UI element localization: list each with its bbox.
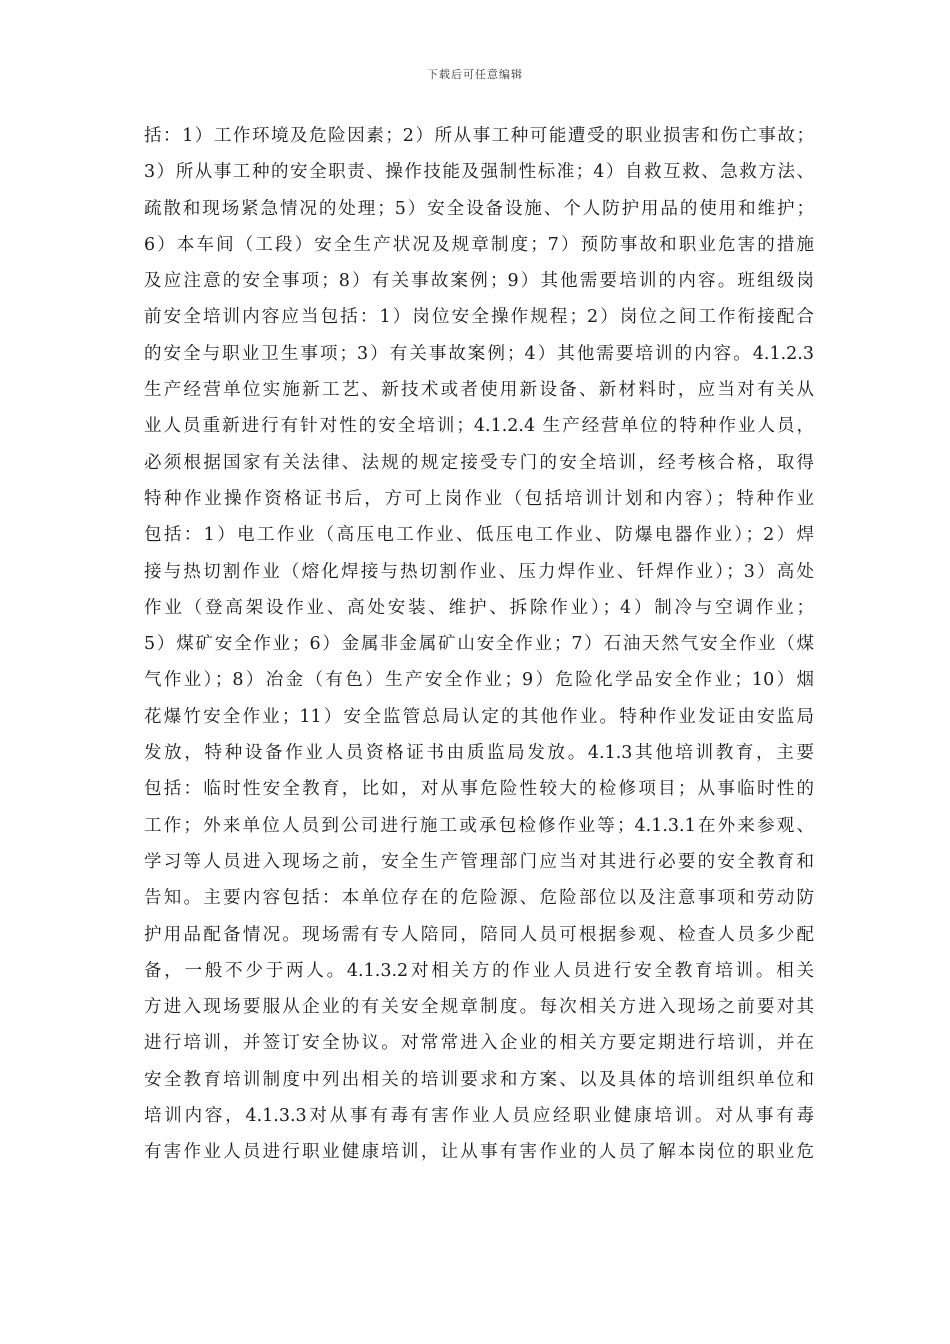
text-line: 3）所从事工种的安全职责、操作技能及强制性标准；4）自救互救、急救方法、	[144, 162, 814, 183]
text-line: 培训内容，4.1.3.3对从事有毒有害作业人员应经职业健康培训。对从事有毒	[144, 1106, 814, 1127]
text-line: 学习等人员进入现场之前，安全生产管理部门应当对其进行必要的安全教育和	[144, 851, 814, 872]
text-line: 花爆竹安全作业；11）安全监管总局认定的其他作业。特种作业发证由安监局	[144, 706, 814, 727]
text-line: 生产经营单位实施新工艺、新技术或者使用新设备、新材料时，应当对有关从	[144, 380, 814, 401]
text-line: 有害作业人员进行职业健康培训，让从事有害作业的人员了解本岗位的职业危	[144, 1142, 814, 1163]
text-line: 疏散和现场紧急情况的处理；5）安全设备设施、个人防护用品的使用和维护；	[144, 198, 814, 219]
text-line: 告知。主要内容包括：本单位存在的危险源、危险部位以及注意事项和劳动防	[144, 888, 814, 909]
text-line: 5）煤矿安全作业；6）金属非金属矿山安全作业；7）石油天然气安全作业（煤	[144, 634, 814, 655]
text-line: 包括：1）电工作业（高压电工作业、低压电工作业、防爆电器作业）；2）焊	[144, 525, 814, 546]
text-line: 工作；外来单位人员到公司进行施工或承包检修作业等；4.1.3.1在外来参观、	[144, 815, 814, 836]
text-line: 的安全与职业卫生事项；3）有关事故案例；4）其他需要培训的内容。4.1.2.3	[144, 343, 814, 364]
text-line: 6）本车间（工段）安全生产状况及规章制度；7）预防事故和职业危害的措施	[144, 234, 814, 255]
text-line: 括：1）工作环境及危险因素；2）所从事工种可能遭受的职业损害和伤亡事故；	[144, 126, 814, 146]
page-header: 下载后可任意编辑	[427, 68, 523, 81]
text-line: 护用品配备情况。现场需有专人陪同，陪同人员可根据参观、检查人员多少配	[144, 924, 814, 945]
text-line: 包括：临时性安全教育，比如，对从事危险性较大的检修项目；从事临时性的	[144, 779, 814, 800]
text-line: 进行培训，并签订安全协议。对常常进入企业的相关方要定期进行培训，并在	[144, 1033, 814, 1054]
text-line: 发放，特种设备作业人员资格证书由质监局发放。4.1.3其他培训教育，主要	[144, 743, 814, 764]
text-line: 方进入现场要服从企业的有关安全规章制度。每次相关方进入现场之前要对其	[144, 997, 814, 1018]
text-line: 备，一般不少于两人。4.1.3.2对相关方的作业人员进行安全教育培训。相关	[144, 960, 814, 981]
text-line: 业人员重新进行有针对性的安全培训；4.1.2.4 生产经营单位的特种作业人员，	[144, 416, 814, 437]
text-line: 特种作业操作资格证书后，方可上岗作业（包括培训计划和内容）；特种作业	[144, 488, 814, 509]
text-line: 前安全培训内容应当包括：1）岗位安全操作规程；2）岗位之间工作衔接配合	[144, 307, 814, 328]
text-line: 安全教育培训制度中列出相关的培训要求和方案、以及具体的培训组织单位和	[144, 1069, 814, 1090]
text-line: 接与热切割作业（熔化焊接与热切割作业、压力焊作业、钎焊作业）；3）高处	[144, 561, 814, 582]
text-line: 必须根据国家有关法律、法规的规定接受专门的安全培训，经考核合格，取得	[144, 452, 814, 473]
text-line: 作业（登高架设作业、高处安装、维护、拆除作业）；4）制冷与空调作业；	[144, 597, 814, 618]
text-line: 气作业）；8）冶金（有色）生产安全作业；9）危险化学品安全作业；10）烟	[144, 670, 814, 691]
text-line: 及应注意的安全事项；8）有关事故案例；9）其他需要培训的内容。班组级岗	[144, 271, 814, 292]
body-text	[144, 118, 814, 1171]
